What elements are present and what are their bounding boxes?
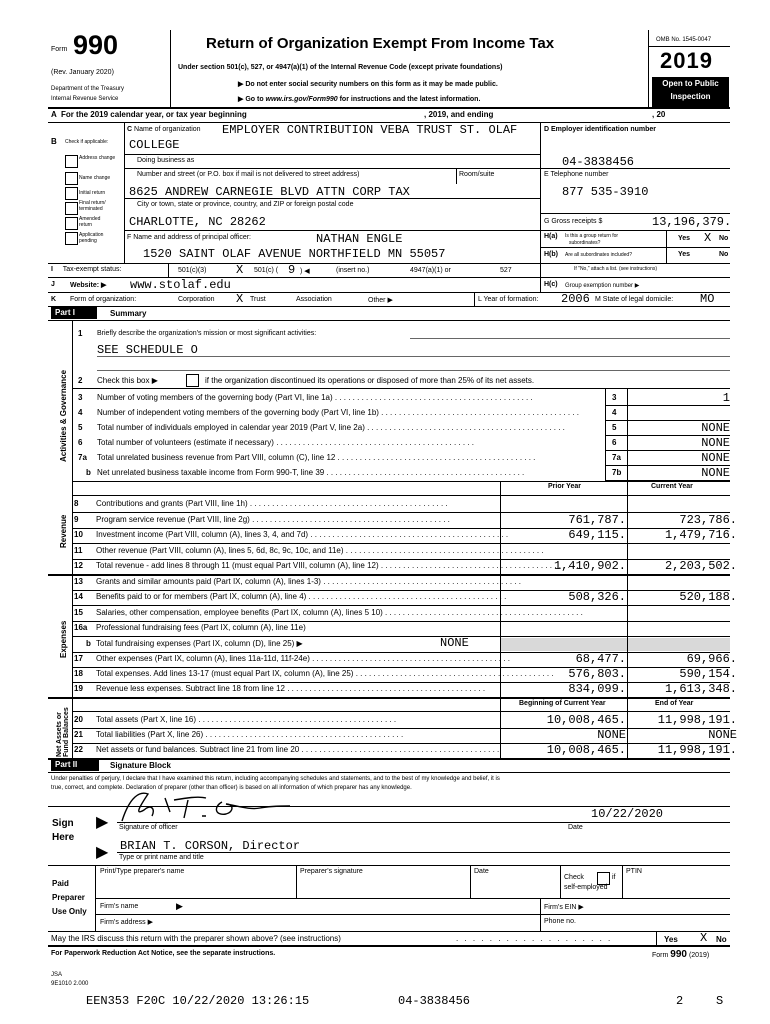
line-number: 22 <box>74 745 83 754</box>
line-number: 7a <box>78 453 87 462</box>
corporation-label: Corporation <box>178 296 215 303</box>
line-text: Salaries, other compensation, employee benefits (Part IX, column (A), lines 5 10) . . . . . . . . . . . . . . . . . . . . . . . . . . . . . . . . . . . . . . . . . . . . . <box>96 608 583 617</box>
footer-ein: 04-3838456 <box>398 994 471 1008</box>
line-text: Net assets or fund balances. Subtract line 21 from line 20 . . . . . . . . . . . . . . . . . . . . . . . . . . . . . . . . . . . . . . . . . . . . . <box>96 745 500 754</box>
line-a-label: A For the 2019 calendar year, or tax year beginning <box>51 110 247 119</box>
line-f-label: F Name and address of principal officer: <box>127 234 251 241</box>
line-number: 3 <box>78 393 83 402</box>
dept-treasury: Department of the Treasury <box>51 86 125 92</box>
signature-date: 10/22/2020 <box>591 807 664 821</box>
print-stamp: EEN353 F20C 10/22/2020 13:26:15 <box>86 994 310 1008</box>
ssn-notice: ▶ Do not enter social security numbers on this form as it may be made public. <box>238 81 498 88</box>
street-address: 8625 ANDREW CARNEGIE BLVD ATTN CORP TAX <box>129 185 410 199</box>
ha-yes-label: Yes <box>678 235 691 242</box>
hb-no-label: No <box>719 251 729 258</box>
line-number: 19 <box>74 684 83 693</box>
line-hc-text: Group exemption number ▶ <box>565 283 640 289</box>
ptin-label: PTIN <box>626 868 642 875</box>
row-divider <box>72 636 730 637</box>
line-text: Investment income (Part VIII, column (A), lines 3, 4, and 7d) . . . . . . . . . . . . . . . . . . . . . . . . . . . . . . . . . . . . . . . . . . . . . <box>96 530 509 539</box>
line-number: 6 <box>78 438 83 447</box>
line-1-number: 1 <box>78 329 83 338</box>
public-inspection-badge: Open to Public Inspection <box>652 77 729 107</box>
status-527-label: 527 <box>500 267 512 274</box>
end-of-year-value: NONE <box>708 728 737 742</box>
signature-label: Signature of officer <box>119 824 178 831</box>
current-year-value: 2,203,502. <box>664 559 737 573</box>
line-text: Contributions and grants (Part VIII, line 1h) . . . . . . . . . . . . . . . . . . . . . . . . . . . . . . . . . . . . . . . . . . . . . <box>96 499 448 508</box>
discontinued-checkbox[interactable] <box>186 374 199 387</box>
telephone-value: 877 535-3910 <box>562 185 649 199</box>
room-suite-label: Room/suite <box>459 171 495 178</box>
line-value: 1 <box>722 391 730 405</box>
line-number: 13 <box>74 577 83 586</box>
line-text: Net unrelated business taxable income from Form 990-T, line 39 . . . . . . . . . . . . . . . . . . . . . . . . . . . . . . . . . . . . . . . . . . . . . <box>97 468 525 477</box>
line-text: Total revenue - add lines 8 through 11 (must equal Part VIII, column (A), line 12) . . . . . . . . . . . . . . . . . . . . . . . . . . . . . . . . . . . . . . . . . . . . . <box>96 561 579 570</box>
line-box-label: 5 <box>612 423 617 432</box>
officer-name-title: BRIAN T. CORSON, Director <box>120 839 301 853</box>
firm-ein-label: Firm's EIN ▶ <box>544 904 584 911</box>
ha-no-label: No <box>719 235 729 242</box>
side-label-activities: Activities & Governance <box>59 369 68 462</box>
line-k-label: K <box>51 296 57 303</box>
box-divider <box>605 388 606 481</box>
tax-year: 2019 <box>660 48 713 73</box>
side-label-revenue: Revenue <box>59 514 68 548</box>
name-change-checkbox[interactable] <box>65 172 78 185</box>
part-1-tag: Part I <box>51 307 97 319</box>
line-text: Total number of volunteers (estimate if necessary) . . . . . . . . . . . . . . . . . . . . . . . . . . . . . . . . . . . . . . . . . . . . . <box>97 438 475 447</box>
line-text: Other expenses (Part IX, column (A), lines 11a-11d, 11f-24e) . . . . . . . . . . . . . . . . . . . . . . . . . . . . . . . . . . . . . . . . . . . . . <box>96 654 510 663</box>
line-text: Grants and similar amounts paid (Part IX, column (A), lines 1-3) . . . . . . . . . . . . . . . . . . . . . . . . . . . . . . . . . . . . . . . . . . . . . <box>96 577 522 586</box>
discuss-leader: . . . . . . . . . . . . . . . . . . . <box>456 934 613 943</box>
current-year-value: 723,786. <box>679 513 737 527</box>
application-pending-checkbox[interactable] <box>65 232 78 245</box>
line-a-mid: , 2019, and ending <box>424 110 494 119</box>
check-label: Check <box>564 874 584 881</box>
trust-label: Trust <box>250 296 266 303</box>
status-501c3-label: 501(c)(3) <box>178 267 207 274</box>
section-divider <box>48 574 730 576</box>
status-501c-close: ) ◀ <box>300 268 310 275</box>
penalty-statement-2: true, correct, and complete. Declaration of preparer (other than officer) is based on all information of which preparer has any knowledge. <box>51 785 412 791</box>
sign-label-2: Here <box>52 832 75 843</box>
line-16b-value: NONE <box>440 636 469 650</box>
line-text: Program service revenue (Part VIII, line 2g) . . . . . . . . . . . . . . . . . . . . . . . . . . . . . . . . . . . . . . . . . . . . . <box>96 515 450 524</box>
line-e-label: E Telephone number <box>544 171 609 178</box>
line-number: 5 <box>78 423 83 432</box>
if-label: if <box>612 874 616 881</box>
preparer-signature-label: Preparer's signature <box>300 868 363 875</box>
penalty-statement-1: Under penalties of perjury, I declare that I have examined this return, including accompanying schedules and statements, and to the best of my knowledge and belief, it is <box>51 776 500 782</box>
page-number: 2 <box>676 994 684 1008</box>
name-change-label: Name change <box>79 175 111 181</box>
line-hb-label: H(b) <box>544 251 558 258</box>
final-return-label: Final return/ terminated <box>79 200 106 212</box>
beginning-year-value: 10,008,465. <box>546 713 626 727</box>
end-of-year-header: End of Year <box>655 700 694 707</box>
prior-year-value: 834,099. <box>568 682 626 696</box>
line-text: Total fundraising expenses (Part IX, column (D), line 25) ▶ <box>96 639 303 648</box>
line-text: Total number of individuals employed in calendar year 2019 (Part V, line 2a) . . . . . . . . . . . . . . . . . . . . . . . . . . . . . . . . . . . . . . . . . . . . . <box>97 423 565 432</box>
side-label-expenses: Expenses <box>59 620 68 658</box>
firm-name-label: Firm's name <box>100 903 139 910</box>
current-year-header: Current Year <box>651 483 693 490</box>
line-number: b <box>86 639 91 648</box>
sign-here-arrow-icon: ▶ <box>96 814 109 831</box>
prior-year-value: 508,326. <box>568 590 626 604</box>
form-revision: (Rev. January 2020) <box>51 69 114 76</box>
line-value: NONE <box>701 421 730 435</box>
line-number: 10 <box>74 530 83 539</box>
end-of-year-value: 11,998,191. <box>657 713 737 727</box>
date-label: Date <box>568 824 583 831</box>
preparer-date-label: Date <box>474 868 489 875</box>
omb-number: OMB No. 1545-0047 <box>656 37 712 43</box>
prior-year-value: 649,115. <box>568 528 626 542</box>
line-c-label: C Name of organization <box>127 126 201 133</box>
line-value: NONE <box>701 466 730 480</box>
line-number: 11 <box>74 546 83 555</box>
discuss-yes-label: Yes <box>664 935 678 944</box>
discuss-question: May the IRS discuss this return with the preparer shown above? (see instructions) <box>51 934 341 943</box>
row-divider <box>72 605 730 606</box>
city-state-zip: CHARLOTTE, NC 28262 <box>129 215 266 229</box>
line-text: Professional fundraising fees (Part IX, column (A), line 11e) <box>96 623 306 632</box>
line-g-label: G Gross receipts $ <box>544 218 603 225</box>
line-number: 12 <box>74 561 83 570</box>
line-i-label: I Tax-exempt status: <box>51 266 122 273</box>
line-2-text-a: Check this box ▶ <box>97 376 158 385</box>
line-text: Other revenue (Part VIII, column (A), lines 5, 6d, 8c, 9c, 10c, and 11e) . . . . . . . . . . . . . . . . . . . . . . . . . . . . . . . . . . . . . . . . . . . . . <box>96 546 544 555</box>
line-box-label: 7b <box>612 468 622 477</box>
form-number: 990 <box>73 30 119 60</box>
address-change-label: Address change <box>79 155 116 161</box>
gross-receipts-value: 13,196,379. <box>652 215 732 229</box>
line-box-label: 7a <box>612 453 621 462</box>
box-divider <box>627 388 628 481</box>
line-text: Total liabilities (Part X, line 26) . . . . . . . . . . . . . . . . . . . . . . . . . . . . . . . . . . . . . . . . . . . . . <box>96 730 404 739</box>
firm-name-arrow-icon: ▶ <box>176 901 183 911</box>
line-text: Number of voting members of the governing body (Part VI, line 1a) . . . . . . . . . . . . . . . . . . . . . . . . . . . . . . . . . . . . . . . . . . . . . <box>97 393 533 402</box>
year-of-formation: 2006 <box>561 292 590 306</box>
part-1-title: Summary <box>110 309 147 318</box>
row-divider <box>72 711 730 712</box>
other-label: Other ▶ <box>368 297 393 304</box>
line-l-label: L Year of formation: <box>478 296 539 303</box>
beginning-year-value: 10,008,465. <box>546 743 626 757</box>
name-arrow-icon: ▶ <box>96 844 109 861</box>
line-text: Total assets (Part X, line 16) . . . . . . . . . . . . . . . . . . . . . . . . . . . . . . . . . . . . . . . . . . . . . <box>96 715 397 724</box>
ein-value: 04-3838456 <box>562 155 635 169</box>
association-label: Association <box>296 296 332 303</box>
shaded-cell <box>500 638 730 651</box>
sign-label-1: Sign <box>52 818 74 829</box>
row-divider <box>605 405 730 406</box>
amended-return-checkbox[interactable] <box>65 217 78 230</box>
status-501c-mark[interactable]: X <box>236 263 244 277</box>
line-box-label: 4 <box>612 408 617 417</box>
line-2-number: 2 <box>78 376 83 385</box>
dba-label: Doing business as <box>137 157 195 164</box>
part-2-tag: Part II <box>51 759 99 771</box>
line-number: 9 <box>74 515 79 524</box>
line-a-end: , 20 <box>652 110 666 119</box>
line-m-label: M State of legal domicile: <box>595 296 674 303</box>
line-text: Benefits paid to or for members (Part IX, column (A), line 4) . . . . . . . . . . . . . . . . . . . . . . . . . . . . . . . . . . . . . . . . . . . . . <box>96 592 507 601</box>
hb-note: If "No," attach a list. (see instructions) <box>574 266 658 272</box>
principal-officer-name: NATHAN ENGLE <box>316 232 403 246</box>
line-text: Total unrelated business revenue from Part VIII, column (C), line 12 . . . . . . . . . . . . . . . . . . . . . . . . . . . . . . . . . . . . . . . . . . . . . <box>97 453 536 462</box>
column-divider <box>627 481 628 758</box>
form-subtitle: Under section 501(c), 527, or 4947(a)(1) of the Internal Revenue Code (except private foundations) <box>178 64 503 71</box>
self-employed-label: self-employed <box>564 884 608 891</box>
org-name-line2: COLLEGE <box>129 138 180 152</box>
firm-address-label: Firm's address ▶ <box>100 919 154 926</box>
paperwork-notice: For Paperwork Reduction Act Notice, see the separate instructions. <box>51 950 276 957</box>
street-label: Number and street (or P.O. box if mail is not delivered to street address) <box>137 171 360 178</box>
row-divider <box>72 543 730 544</box>
beginning-year-value: NONE <box>597 728 626 742</box>
prior-year-header: Prior Year <box>548 483 581 490</box>
line-number: b <box>86 468 91 477</box>
current-year-value: 520,188. <box>679 590 737 604</box>
ha-no-mark[interactable]: X <box>704 231 712 245</box>
line-hb-text: Are all subordinates included? <box>565 252 632 258</box>
row-divider <box>72 621 730 622</box>
form-title: Return of Organization Exempt From Income Tax <box>206 35 555 52</box>
line-number: 21 <box>74 730 83 739</box>
phone-no-label: Phone no. <box>544 918 576 925</box>
prior-year-value: 68,477. <box>575 652 626 666</box>
final-return-checkbox[interactable] <box>65 202 78 215</box>
side-label-net-assets: Net Assets or Fund Balances <box>56 707 70 757</box>
current-year-value: 1,479,716. <box>664 528 737 542</box>
form-word: Form <box>51 46 68 53</box>
page-suffix: S <box>716 994 724 1008</box>
line-number: 18 <box>74 669 83 678</box>
discuss-no-label: No <box>716 935 727 944</box>
line-j-label: J <box>51 281 55 288</box>
line-number: 8 <box>74 499 79 508</box>
form-of-org-label: Form of organization: <box>70 296 137 303</box>
section-divider <box>72 481 730 482</box>
line-b-label: B <box>51 137 57 146</box>
line-2-text-b: if the organization discontinued its operations or disposed of more than 25% of its net assets. <box>205 376 535 385</box>
line-text: Total expenses. Add lines 13-17 (must equal Part IX, column (A), line 25) . . . . . . . . . . . . . . . . . . . . . . . . . . . . . . . . . . . . . . . . . . . . . <box>96 669 554 678</box>
section-divider <box>72 495 730 496</box>
line-ha-text2: subordinates? <box>569 240 601 246</box>
hb-yes-label: Yes <box>678 251 691 258</box>
current-year-value: 69,966. <box>686 652 737 666</box>
line-b-text: Check if applicable: <box>65 139 109 145</box>
line-d-label: D Employer identification number <box>544 126 657 133</box>
line-text: Revenue less expenses. Subtract line 18 from line 12 . . . . . . . . . . . . . . . . . . . . . . . . . . . . . . . . . . . . . . . . . . . . . <box>96 684 486 693</box>
prior-year-value: 761,787. <box>568 513 626 527</box>
preparer-name-label: Print/Type preparer's name <box>100 868 185 875</box>
line-box-label: 6 <box>612 438 617 447</box>
paid-label: Paid <box>52 879 69 888</box>
dept-irs: Internal Revenue Service <box>51 96 119 102</box>
end-of-year-value: 11,998,191. <box>657 743 737 757</box>
trust-mark[interactable]: X <box>236 292 244 306</box>
line-number: 20 <box>74 715 83 724</box>
address-change-checkbox[interactable] <box>65 155 78 168</box>
jsa-label: JSA <box>51 972 63 978</box>
status-4947-label: 4947(a)(1) or <box>410 267 451 274</box>
mission-value: SEE SCHEDULE O <box>97 343 198 357</box>
initial-return-label: Initial return <box>79 190 106 196</box>
application-pending-label: Application pending <box>79 232 104 244</box>
form-footer-ref: Form 990 (2019) <box>652 949 710 960</box>
current-year-value: 590,154. <box>679 667 737 681</box>
status-501c-number: 9 <box>288 263 296 277</box>
line-value: NONE <box>701 451 730 465</box>
prior-year-value: 1,410,902. <box>553 559 626 573</box>
status-501c-label: 501(c) ( <box>254 267 279 274</box>
jsa-code: 9E1010 2.000 <box>51 981 89 987</box>
name-title-label: Type or print name and title <box>119 854 204 861</box>
amended-return-label: Amended return <box>79 216 101 228</box>
prior-year-value: 576,803. <box>568 667 626 681</box>
city-label: City or town, state or province, country, and ZIP or foreign postal code <box>137 201 354 208</box>
line-number: 14 <box>74 592 83 601</box>
use-only-label: Use Only <box>52 907 87 916</box>
website-label: Website: ▶ <box>70 282 107 289</box>
line-text: Number of independent voting members of the governing body (Part VI, line 1b) . . . . . . . . . . . . . . . . . . . . . . . . . . . . . . . . . . . . . . . . . . . . . <box>97 408 579 417</box>
line-number: 17 <box>74 654 83 663</box>
line-box-label: 3 <box>612 393 617 402</box>
part-2-title: Signature Block <box>110 761 171 770</box>
line-number: 16a <box>74 623 88 632</box>
preparer-label: Preparer <box>52 893 85 902</box>
line-number: 4 <box>78 408 83 417</box>
section-divider <box>48 697 730 699</box>
line-1-text: Briefly describe the organization's mission or most significant activities: <box>97 330 317 337</box>
insert-no-label: (insert no.) <box>336 267 370 274</box>
state-of-domicile: MO <box>700 292 715 306</box>
current-year-value: 1,613,348. <box>664 682 737 696</box>
line-ha-text1: Is this a group return for <box>565 233 619 239</box>
line-ha-label: H(a) <box>544 233 558 240</box>
beginning-year-header: Beginning of Current Year <box>519 700 606 707</box>
line-hc-label: H(c) <box>544 281 558 288</box>
website-value: www.stolaf.edu <box>130 278 231 292</box>
line-value: NONE <box>701 436 730 450</box>
line-number: 15 <box>74 608 83 617</box>
instructions-notice: ▶ Go to www.irs.gov/Form990 for instructions and the latest information. <box>238 96 481 103</box>
org-name-line1: EMPLOYER CONTRIBUTION VEBA TRUST ST. OLAF <box>222 123 518 137</box>
principal-officer-address: 1520 SAINT OLAF AVENUE NORTHFIELD MN 55057 <box>143 247 446 261</box>
initial-return-checkbox[interactable] <box>65 187 78 200</box>
discuss-no-mark[interactable]: X <box>700 931 708 945</box>
